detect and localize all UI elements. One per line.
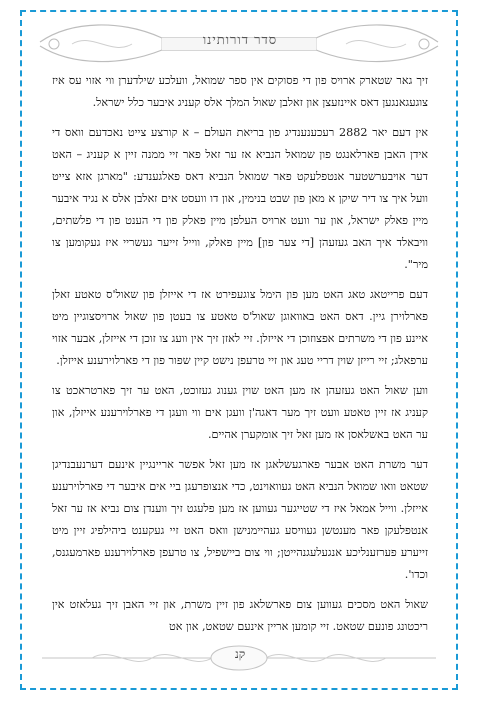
paragraph: דעם פרייטאג טאג האט מען פון הימל צוגעפירט אז די אייזלן פון שאול'ס טאטע זאלן פארלוירן גיין. דאס האט באוואוגן שאול'ס טאטע צו בעטן פון שאול ארויסצוגיין מיט איינע פון די משרתים אפצוזוכן די אייזלן. זיי לאזן זיך אין וועג צו זוכן די אייזלן, אבער אזוי ערפאלג; זיי רייזן שוין דריי טעג און זיי טרעפן נישט קיין שפור פון די פארלוירענע אייזלן. xyxy=(52,288,428,367)
page-number: קנ xyxy=(234,647,246,661)
paragraph: דער משרת האט אבער פארגעשלאגן אז מען זאל אפשר אריינגיין אינעם דערנעבנדיגן שטאט וואו שמואל הנביא האט געוואוינט, כדי אנצופרעגן ביי אים איבער די פארלוירענע אייזלן. ווייל אמאל איז די שטייגער געווען אז מען פלעגט זיך ווענדן צום נביא אז ער זאל אנטפלעקן פאר מענטשן געוויסע געהיימנישן וואס האט זיי געקענט ביהילפיג זיין מיט זייערע פערזענליכע אנגעלעגנהייטן; ווי צום ביישפיל, צו טרעפן פארלוירענע פארמעגנס, וכדו'. xyxy=(52,458,428,581)
paragraph: שאול האט מסכים געווען צום פארשלאג פון זיין משרת, און זיי האבן זיך געלאזט אין ריכטונג פונעם שטאט. זיי קומען אריין אינעם שטאט, און אט xyxy=(52,598,428,633)
running-header-title: סדר דורותינו xyxy=(202,33,278,48)
body-text xyxy=(52,70,428,633)
paragraph: ווען שאול האט געזעהן אז מען האט שוין גענוג געזוכט, האט ער זיך פארטראכט צו קעניג אז זיין טאטע וועט זיך מער דאגה'ן וועגן אים ווי וועגן די פארלוירענע אייזלן, און ער האט באשלאסן אז מען זאל זיך אומקערן אהיים. xyxy=(52,384,428,441)
paragraph: זיך גאר שטארק ארויס פון די פסוקים אין ספר שמואל, וועלכע שילדערן ווי אזוי עס איז צוגעגאנגען דאס איינזעצן און זאלבן שאול המלך אלס קעניג איבער כלל ישראל. xyxy=(52,74,428,109)
paragraph: אין דעם יאר 2882 רעכענענדיג פון בריאת העולם – א קורצע צייט נאכדעם וואס די אידן האבן פארלאנגט פון שמואל הנביא אז ער זאל פאר זיי ממנה זיין א קעניג – האט דער אויבערשטער אנטפלעקט פאר שמואל הנביא דאס פאלגענדע: "מארגן אזא צייט וועל איך צו דיר שיקן א מאן פון שבט בנימין, און דו וועסט אים זאלבן אלס א נגיד איבער מיין פאלק ישראל, און ער וועט ארויס העלפן מיין פאלק פון די הענט פון די פלשתים, וויבאלד איך האב געזעהן [די צער פון] מיין פאלק, ווייל זייער געשריי איז געקומען צו מיר". xyxy=(52,126,428,271)
